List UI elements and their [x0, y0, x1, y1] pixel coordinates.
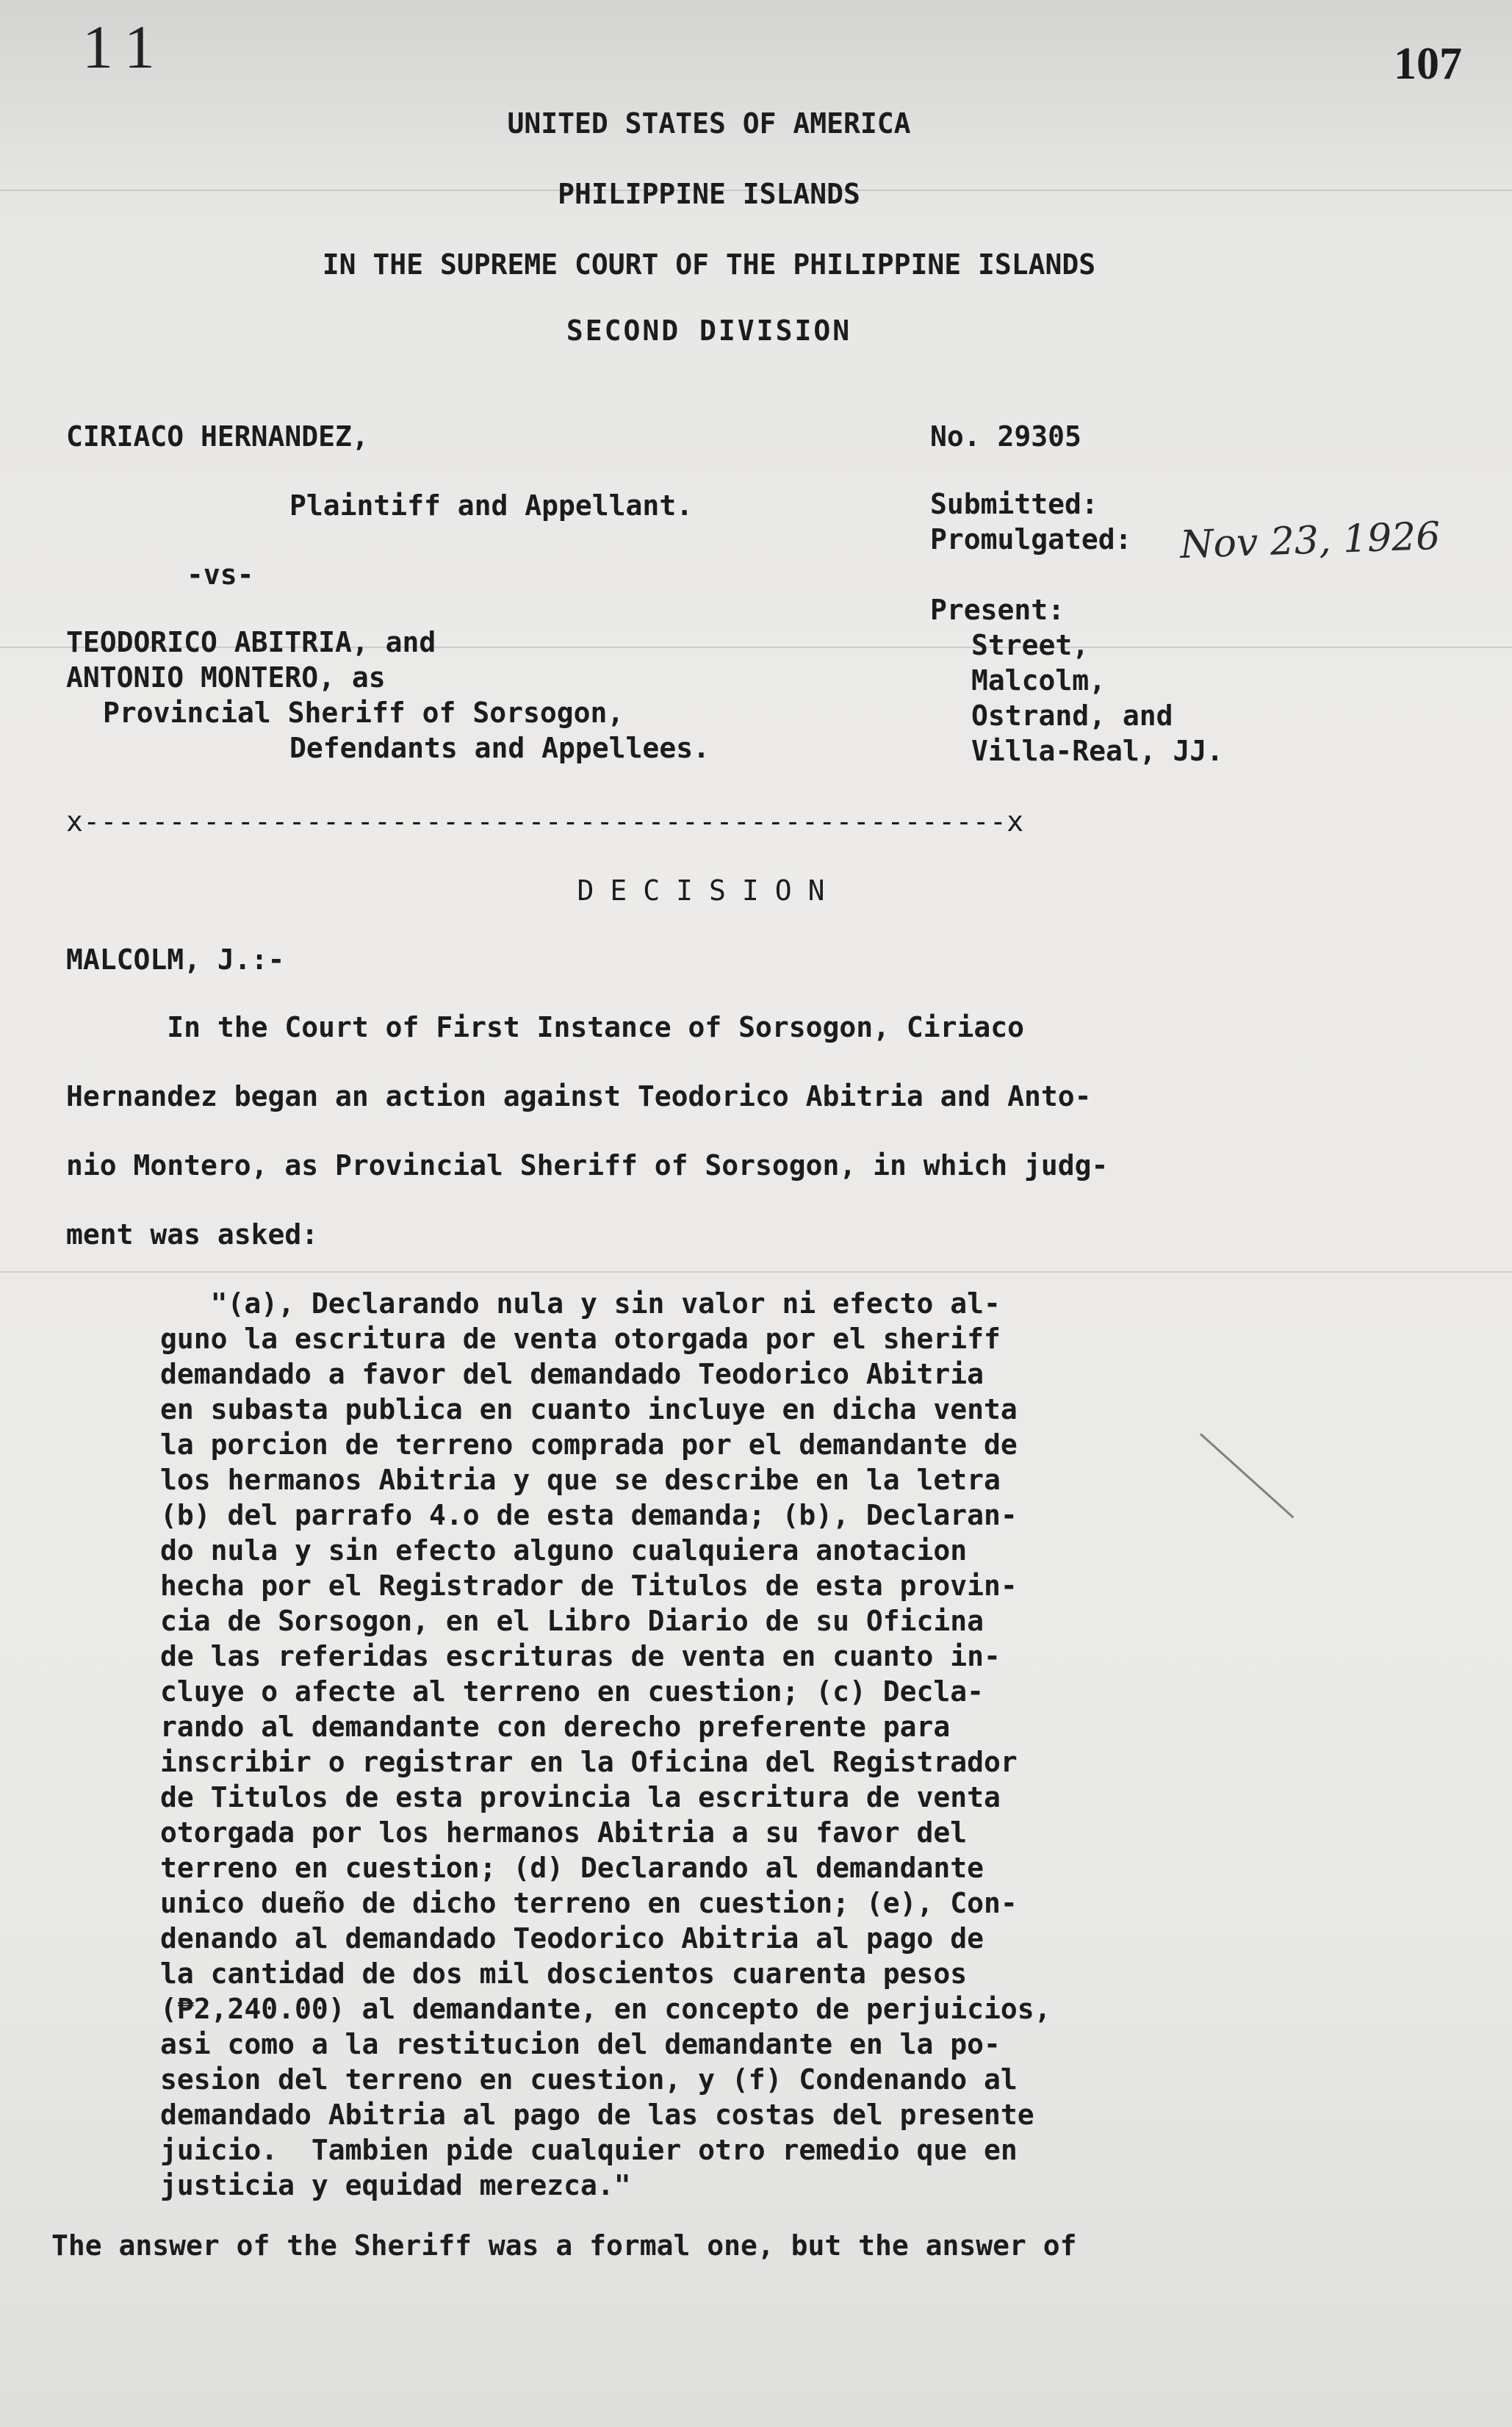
quote-line: la porcion de terreno comprada por el demandante de: [160, 1428, 1018, 1461]
paragraph-line: nio Montero, as Provincial Sheriff of Sorsogon, in which judg-: [66, 1149, 1109, 1182]
quote-line: asi como a la restitucion del demandante en la po-: [160, 2028, 1001, 2060]
header-court: IN THE SUPREME COURT OF THE PHILIPPINE ISLANDS: [322, 248, 1096, 281]
quote-line: hecha por el Registrador de Titulos de esta provin-: [160, 1570, 1018, 1602]
defendant-role: Defendants and Appellees.: [289, 732, 710, 764]
quote-line: cluye o afecte al terreno en cuestion; (c) Decla-: [160, 1675, 984, 1708]
defendant-line-1: TEODORICO ABITRIA, and: [66, 626, 436, 658]
defendant-line-3: Provincial Sheriff of Sorsogon,: [103, 697, 624, 729]
justice-villa-real: Villa-Real, JJ.: [971, 735, 1224, 767]
quote-line: cia de Sorsogon, en el Libro Diario de su Oficina: [160, 1605, 984, 1637]
quote-line: unico dueño de dicho terreno en cuestion; (e), Con-: [160, 1887, 1018, 1919]
quote-line: (₱2,240.00) al demandante, en concepto de perjuicios,: [160, 1993, 1051, 2025]
plaintiff-name: CIRIACO HERNANDEZ,: [66, 420, 369, 453]
promulgated-handwritten-date: Nov 23, 1926: [1179, 514, 1441, 568]
quote-line: do nula y sin efecto alguno cualquiera anotacion: [160, 1534, 968, 1567]
defendant-line-2: ANTONIO MONTERO, as: [66, 661, 386, 694]
quote-line: sesion del terreno en cuestion, y (f) Condenando al: [160, 2063, 1018, 2096]
versus-label: -vs-: [187, 558, 254, 591]
quote-line: denando al demandado Teodorico Abitria al pago de: [160, 1922, 984, 1955]
quote-line: terreno en cuestion; (d) Declarando al demandante: [160, 1852, 984, 1884]
quote-line: otorgada por los hermanos Abitria a su favor del: [160, 1816, 968, 1849]
handwritten-mark: 11: [82, 13, 168, 82]
closing-line: The answer of the Sheriff was a formal one, but the answer of: [51, 2229, 1077, 2262]
header-territory: PHILIPPINE ISLANDS: [558, 178, 860, 210]
paragraph-line: In the Court of First Instance of Sorsogon, Ciriaco: [66, 1011, 1025, 1043]
quote-line: de las referidas escrituras de venta en cuanto in-: [160, 1640, 1001, 1672]
quote-line: de Titulos de esta provincia la escritura de venta: [160, 1781, 1001, 1813]
scan-artifact-line: [0, 1271, 1512, 1273]
submitted-label: Submitted:: [930, 488, 1098, 520]
quote-line: justicia y equidad merezca.": [160, 2169, 631, 2201]
case-number: No. 29305: [930, 420, 1081, 453]
quote-line: demandado a favor del demandado Teodorico Abitria: [160, 1358, 984, 1390]
header-division: SECOND DIVISION: [566, 314, 852, 347]
quote-line: demandado Abitria al pago de las costas del presente: [160, 2099, 1034, 2131]
quote-line: los hermanos Abitria y que se describe en la letra: [160, 1464, 1001, 1496]
quote-line: (b) del parrafo 4.o de esta demanda; (b), Declaran-: [160, 1499, 1018, 1531]
decision-title: DECISION: [577, 874, 841, 907]
quote-line: en subasta publica en cuanto incluye en dicha venta: [160, 1393, 1018, 1425]
justice-ostrand: Ostrand, and: [971, 700, 1173, 732]
quote-line: la cantidad de dos mil doscientos cuarenta pesos: [160, 1957, 968, 1990]
quote-line: rando al demandante con derecho preferente para: [160, 1711, 951, 1743]
paragraph-line: ment was asked:: [66, 1218, 319, 1251]
promulgated-label: Promulgated:: [930, 523, 1132, 555]
justice-malcolm: Malcolm,: [971, 664, 1106, 697]
present-label: Present:: [930, 594, 1065, 626]
quote-line: inscribir o registrar en la Oficina del Registrador: [160, 1746, 1018, 1778]
header-country: UNITED STATES OF AMERICA: [507, 107, 911, 140]
caption-separator: x------------------------------------------------------x: [66, 805, 1024, 838]
quote-line: juicio. Tambien pide cualquier otro remedio que en: [160, 2134, 1018, 2166]
quote-line: "(a), Declarando nula y sin valor ni efecto al-: [160, 1287, 1001, 1320]
page-number: 107: [1394, 39, 1462, 89]
quote-line: guno la escritura de venta otorgada por el sheriff: [160, 1323, 1001, 1355]
justice-street: Street,: [971, 629, 1090, 661]
paragraph-line: Hernandez began an action against Teodorico Abitria and Anto-: [66, 1080, 1092, 1112]
plaintiff-role: Plaintiff and Appellant.: [289, 489, 694, 522]
opinion-author: MALCOLM, J.:-: [66, 943, 285, 976]
